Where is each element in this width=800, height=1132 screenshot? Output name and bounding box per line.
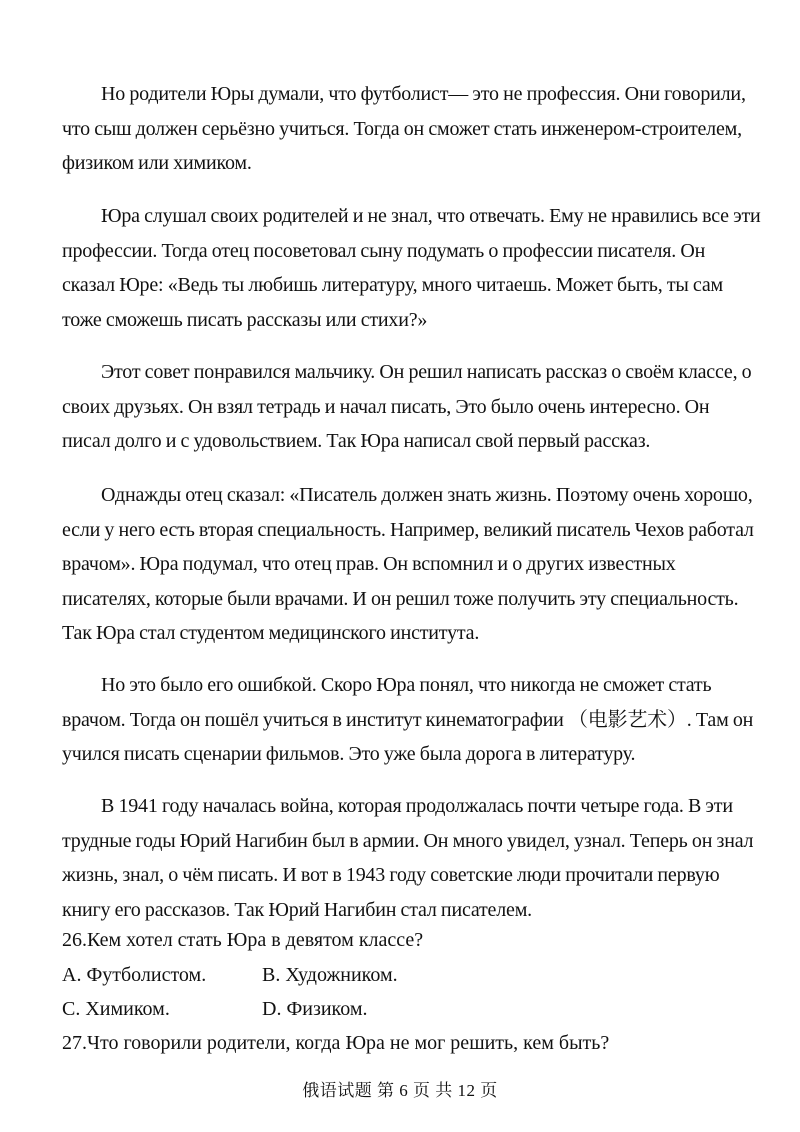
paragraph-line: Но родители Юры думали, что футболист— это не профессия. Они говорили, (101, 83, 746, 105)
paragraph-line: писателях, которые были врачами. И он решил тоже получить эту специальность. (62, 587, 739, 610)
paragraph-line: Но это было его ошибкой. Скоро Юра понял, что никогда не сможет стать (101, 674, 712, 696)
paragraph-line: тоже сможешь писать рассказы или стихи?» (62, 308, 428, 331)
paragraph-6 (62, 789, 754, 927)
paragraph-line: В 1941 году началась война, которая продолжалась почти четыре года. В эти (101, 795, 733, 817)
paragraph-line: сказал Юре: «Ведь ты любишь литературу, много читаешь. Может быть, ты сам (62, 274, 723, 296)
option-c[interactable]: C. Химиком. (62, 998, 170, 1020)
paragraph-line: Так Юра стал студентом медицинского института. (62, 622, 480, 644)
paragraph-line: книгу его рассказов. Так Юрий Нагибин стал писателем. (62, 898, 532, 921)
paragraph-line: трудные годы Юрий Нагибин был в армии. Он много увидел, узнал. Теперь он знал (62, 829, 754, 852)
question-27: 27.Что говорили родители, когда Юра не мог решить, кем быть? (62, 1032, 610, 1054)
paragraph-line: Однажды отец сказал: «Писатель должен знать жизнь. Поэтому очень хорошо, (101, 484, 753, 506)
paragraph-line: Юра слушал своих родителей и не знал, что отвечать. Ему не нравились все эти (101, 205, 761, 227)
option-a[interactable]: A. Футболистом. (62, 964, 207, 986)
option-b[interactable]: B. Художником. (262, 964, 398, 986)
paragraph-line: профессии. Тогда отец посоветовал сыну подумать о профессии писателя. Он (62, 239, 706, 262)
option-d[interactable]: D. Физиком. (262, 998, 368, 1020)
paragraph-5 (62, 668, 754, 772)
question-26: 26.Кем хотел стать Юра в девятом классе? (62, 929, 424, 951)
paragraph-1 (62, 77, 746, 181)
paragraph-line: если у него есть вторая специальность. Например, великий писатель Чехов работал (62, 518, 754, 541)
paragraph-line: Этот совет понравился мальчику. Он решил написать рассказ о своём классе, о (101, 361, 752, 383)
paragraph-line: жизнь, знал, о чём писать. И вот в 1943 году советские люди прочитали первую (62, 864, 720, 886)
paragraph-line: врачом». Юра подумал, что отец прав. Он вспомнил и о других известных (62, 553, 676, 575)
paragraph-line: учился писать сценарии фильмов. Это уже была дорога в литературу. (62, 743, 636, 765)
paragraph-line: физиком или химиком. (62, 152, 252, 174)
paragraph-line: что сыш должен серьёзно учиться. Тогда он сможет стать инженером-строителем, (62, 117, 742, 140)
paragraph-4 (62, 478, 754, 651)
paragraph-line: писал долго и с удовольствием. Так Юра написал свой первый рассказ. (62, 430, 651, 452)
paragraph-3 (62, 355, 752, 459)
paragraph-2 (62, 199, 761, 337)
paragraph-line: врачом. Тогда он пошёл учиться в институт кинематографии （电影艺术）. Там он (62, 708, 754, 731)
paragraph-line: своих друзьях. Он взял тетрадь и начал писать, Это было очень интересно. Он (62, 395, 710, 418)
page-footer: 俄语试题 第 6 页 共 12 页 (302, 1081, 498, 1100)
